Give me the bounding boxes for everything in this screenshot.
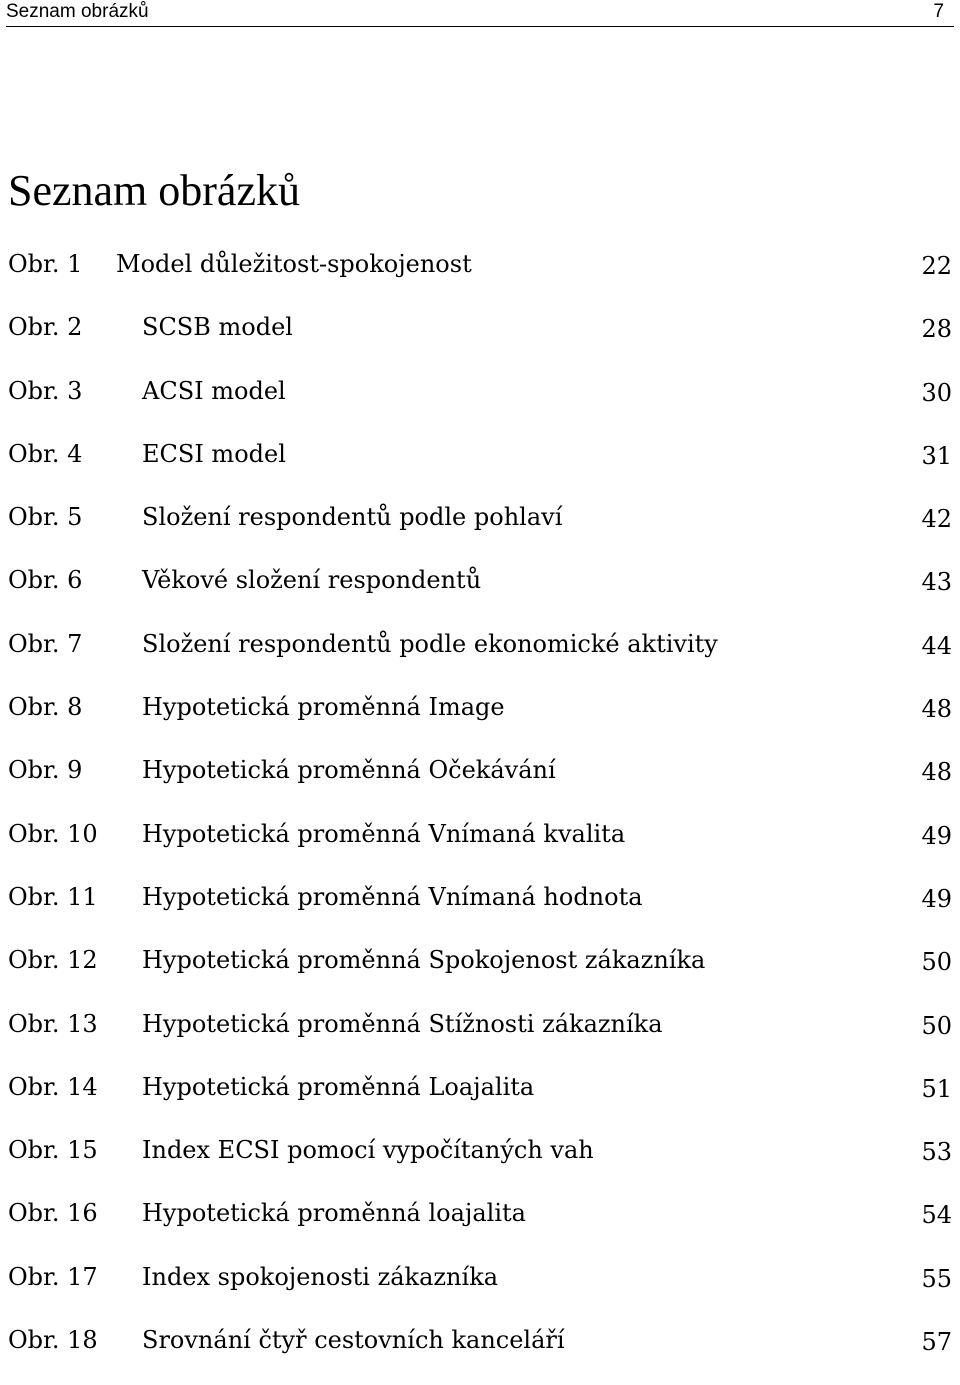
figure-list-item[interactable]: [8, 879, 956, 942]
figure-list-item[interactable]: [8, 1259, 956, 1322]
figure-caption: Index spokojenosti zákazníka: [142, 1262, 499, 1291]
figure-label: Obr. 4: [8, 439, 83, 468]
figure-label: Obr. 9: [8, 756, 83, 785]
figure-label: Obr. 10: [8, 819, 98, 848]
figure-page-number: 49: [921, 821, 952, 850]
figure-page-number: 31: [921, 441, 952, 470]
figure-list-item[interactable]: [8, 246, 956, 309]
figure-caption: Hypotetická proměnná Loajalita: [142, 1072, 535, 1101]
figure-list-item[interactable]: [8, 626, 956, 689]
figure-page-number: 51: [921, 1074, 952, 1103]
figure-page-number: 50: [921, 1011, 952, 1040]
figure-caption: ACSI model: [142, 376, 286, 405]
figure-label: Obr. 3: [8, 376, 83, 405]
figure-caption: Hypotetická proměnná Očekávání: [142, 756, 556, 785]
figure-page-number: 30: [921, 378, 952, 407]
figure-caption: Hypotetická proměnná Spokojenost zákazníka: [142, 946, 706, 975]
figure-list-item[interactable]: [8, 1322, 956, 1385]
figure-page-number: 50: [921, 948, 952, 977]
figure-caption: ECSI model: [142, 439, 286, 468]
figure-caption: Hypotetická proměnná loajalita: [142, 1199, 526, 1228]
running-header-page-number: 7: [933, 1, 944, 22]
figure-list-item[interactable]: [8, 1195, 956, 1258]
figure-caption: Hypotetická proměnná Image: [142, 693, 505, 722]
figure-label: Obr. 7: [8, 629, 83, 658]
figure-page-number: 57: [921, 1328, 952, 1357]
figure-label: Obr. 15: [8, 1136, 98, 1165]
figure-page-number: 44: [921, 631, 952, 660]
figure-label: Obr. 16: [8, 1199, 98, 1228]
figure-list-item[interactable]: [8, 1069, 956, 1132]
figure-label: Obr. 12: [8, 946, 98, 975]
figure-caption: Hypotetická proměnná Stížnosti zákazníka: [142, 1009, 663, 1038]
figure-list-item[interactable]: [8, 1132, 956, 1195]
figure-list-item[interactable]: [8, 752, 956, 815]
figure-label: Obr. 13: [8, 1009, 98, 1038]
figure-label: Obr. 2: [8, 313, 83, 342]
figure-label: Obr. 8: [8, 693, 83, 722]
figure-label: Obr. 5: [8, 503, 83, 532]
figure-page-number: 22: [921, 252, 952, 280]
figure-label: Obr. 6: [8, 566, 83, 595]
figure-caption: Věkové složení respondentů: [142, 566, 482, 595]
figure-list-item[interactable]: [8, 689, 956, 752]
figure-label: Obr. 18: [8, 1326, 98, 1355]
figure-caption: Složení respondentů podle ekonomické aktivity: [142, 629, 718, 658]
figure-label: Obr. 11: [8, 882, 98, 911]
figure-page-number: 42: [921, 505, 952, 534]
figure-page-number: 54: [921, 1201, 952, 1230]
figure-page-number: 48: [921, 758, 952, 787]
figure-caption: Srovnání čtyř cestovních kanceláří: [142, 1326, 565, 1355]
figure-page-number: 43: [921, 568, 952, 597]
figure-label: Obr. 17: [8, 1262, 98, 1291]
page-title: Seznam obrázků: [8, 166, 300, 215]
figure-caption: Hypotetická proměnná Vnímaná kvalita: [142, 819, 626, 848]
figure-page-number: 28: [921, 315, 952, 344]
figure-page-number: 48: [921, 695, 952, 724]
running-header: [6, 0, 954, 27]
figure-list: [8, 246, 956, 1385]
figure-caption: Index ECSI pomocí vypočítaných vah: [142, 1136, 594, 1165]
figure-page-number: 49: [921, 884, 952, 913]
figure-list-item[interactable]: [8, 499, 956, 562]
figure-list-item[interactable]: [8, 436, 956, 499]
figure-caption: Složení respondentů podle pohlaví: [142, 503, 563, 532]
figure-page-number: 55: [921, 1264, 952, 1293]
figure-list-item[interactable]: [8, 1006, 956, 1069]
figure-list-item[interactable]: [8, 309, 956, 372]
figure-label: Obr. 1: [8, 250, 83, 278]
figure-page-number: 53: [921, 1138, 952, 1167]
figure-label: Obr. 14: [8, 1072, 98, 1101]
figure-list-item[interactable]: [8, 562, 956, 625]
figure-caption: Model důležitost-spokojenost: [116, 250, 472, 278]
figure-list-item[interactable]: [8, 942, 956, 1005]
figure-list-item[interactable]: [8, 373, 956, 436]
figure-list-item[interactable]: [8, 816, 956, 879]
running-header-title: Seznam obrázků: [6, 1, 149, 22]
figure-caption: Hypotetická proměnná Vnímaná hodnota: [142, 882, 643, 911]
figure-caption: SCSB model: [142, 313, 293, 342]
